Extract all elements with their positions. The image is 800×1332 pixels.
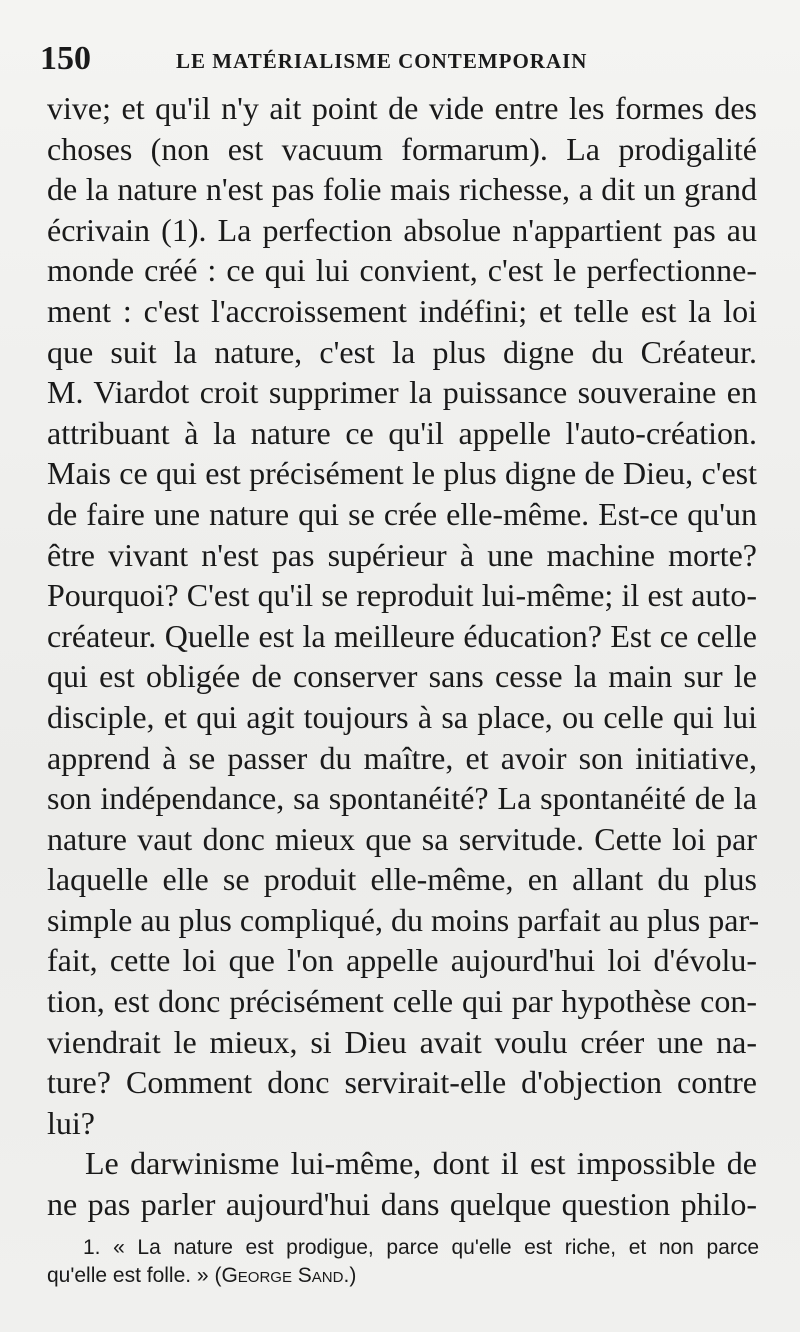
footnote-line <box>47 1262 759 1290</box>
text-line: monde créé : ce qui lui convient, c'est le perfectionne- <box>47 252 757 289</box>
text-line: son indépendance, sa spontanéité? La spontanéité de la <box>47 780 757 817</box>
text-line: ment : c'est l'accroissement indéfini; et telle est la loi <box>47 292 757 329</box>
text-line: laquelle elle se produit elle-même, en allant du plus <box>47 861 757 898</box>
running-head: LE MATÉRIALISME CONTEMPORAIN <box>176 49 588 73</box>
text-line: disciple, et qui agit toujours à sa place, ou celle qui lui <box>47 698 757 735</box>
text-line: choses (non est vacuum formarum). La prodigalité <box>47 130 757 167</box>
text-line: de faire une nature qui se crée elle-même. Est-ce qu'un <box>47 495 757 532</box>
text-line: apprend à se passer du maître, et avoir son initiative, <box>47 739 757 776</box>
footnote <box>47 1234 759 1290</box>
page-header <box>40 40 740 80</box>
text-line: être vivant n'est pas supérieur à une machine morte? <box>47 536 757 573</box>
text-line: fait, cette loi que l'on appelle aujourd'hui loi d'évolu- <box>47 942 757 979</box>
text-line: écrivain (1). La perfection absolue n'appartient pas au <box>47 211 757 248</box>
text-line: Mais ce qui est précisément le plus digne de Dieu, c'est <box>47 455 757 492</box>
text-line: M. Viardot croit supprimer la puissance souveraine en <box>47 374 757 411</box>
text-line: attribuant à la nature ce qu'il appelle l'auto-création. <box>47 414 757 451</box>
text-line: ture? Comment donc servirait-elle d'objection contre <box>47 1064 757 1101</box>
footnote-text: qu'elle est folle. » ( <box>47 1264 222 1287</box>
page-number: 150 <box>40 40 91 77</box>
text-line: Le darwinisme lui-même, dont il est impossible de <box>85 1145 757 1182</box>
text-line: créateur. Quelle est la meilleure éducation? Est ce celle <box>47 617 757 654</box>
text-line: simple au plus compliqué, du moins parfait au plus par- <box>47 901 760 938</box>
text-line: ne pas parler aujourd'hui dans quelque question philo- <box>47 1186 757 1223</box>
text-line: de la nature n'est pas folie mais richesse, a dit un grand <box>47 171 757 208</box>
footnote-end: .) <box>343 1264 357 1287</box>
text-line: nature vaut donc mieux que sa servitude. Cette loi par <box>47 820 757 857</box>
text-line: viendrait le mieux, si Dieu avait voulu créer une na- <box>47 1023 757 1060</box>
text-line: que suit la nature, c'est la plus digne du Créateur. <box>47 333 757 370</box>
text-line: tion, est donc précisément celle qui par hypothèse con- <box>47 983 757 1020</box>
footnote-author: George Sand <box>221 1264 344 1287</box>
body-text <box>47 88 760 1225</box>
text-line: lui? <box>47 1104 95 1141</box>
text-line: Pourquoi? C'est qu'il se reproduit lui-même; il est auto- <box>47 577 757 614</box>
text-line: qui est obligée de conserver sans cesse la main sur le <box>47 658 757 695</box>
text-line: vive; et qu'il n'y ait point de vide entre les formes des <box>47 90 757 126</box>
footnote-line: 1. « La nature est prodigue, parce qu'elle est riche, et non parce <box>83 1236 759 1259</box>
